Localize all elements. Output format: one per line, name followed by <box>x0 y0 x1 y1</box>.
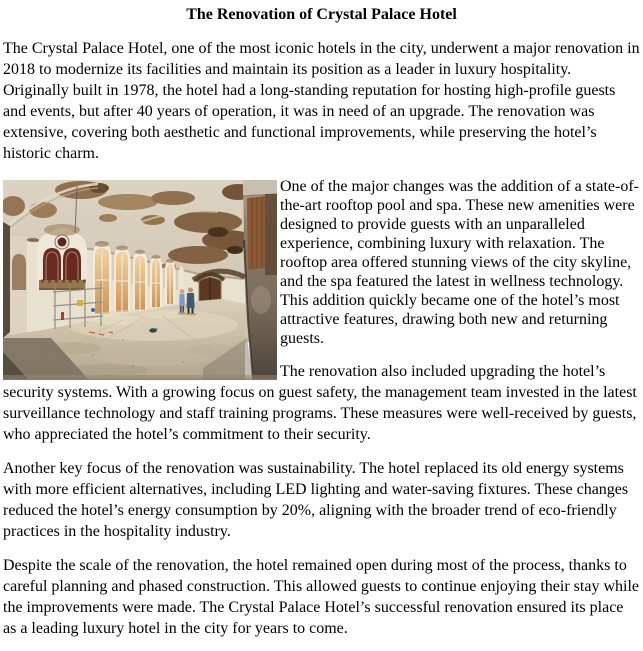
sustainability-paragraph: Another key focus of the renovation was sustainability. The hotel replaced its old energy systems with more efficient alternatives, including LED lighting and water-saving fixtures. These changes reduced the hotel’s energy consumption by 20%, aligning with the broader trend of eco-friendly practices in the hospitality industry. <box>3 460 629 540</box>
intro-paragraph: The Crystal Palace Hotel, one of the most iconic hotels in the city, underwent a major renovation in 2018 to modernize its facilities and maintain its position as a leader in luxury hospitality. Originally built in 1978, the hotel had a long-standing reputation for hosting high-profile guests and events, but after 40 years of operation, it was in need of an upgrade. The renovation was extensive, covering both aesthetic and functional improvements, while preserving the hotel’s historic charm. <box>3 40 640 162</box>
closing-paragraph: Despite the scale of the renovation, the hotel remained open during most of the process, thanks to careful planning and phased construction. This allowed guests to continue enjoying their stay while the improvements were made. The Crystal Palace Hotel’s successful renovation ensured its place as a leading luxury hotel in the city for years to come. <box>3 557 639 637</box>
security-paragraph: The renovation also included upgrading the hotel’s security systems. With a growing focus on guest safety, the management team invested in the latest surveillance technology and staff training programs. These measures were well-received by guests, who appreciated the hotel’s commitment to their security. <box>3 363 637 443</box>
document-title: The Renovation of Crystal Palace Hotel <box>186 6 457 23</box>
renovation-hall-photo <box>3 180 277 380</box>
rooftop-paragraph: One of the major changes was the addition of a state-of-the-art rooftop pool and spa. These new amenities were designed to provide guests with an unparalleled experience, combining luxury with relaxation. The rooftop area offered stunning views of the city skyline, and the spa featured the latest in wellness technology. This addition quickly became one of the hotel’s most attractive features, drawing both new and returning guests. <box>280 178 639 347</box>
